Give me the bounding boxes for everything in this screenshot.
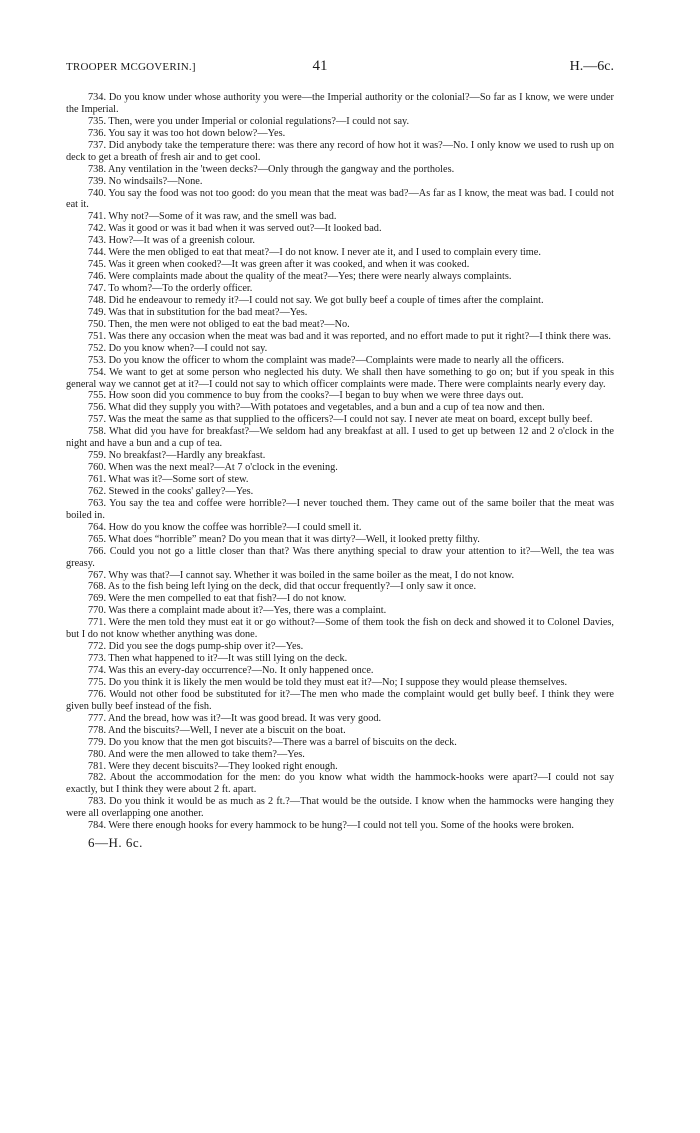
question-paragraph: 755. How soon did you commence to buy from the cooks?—I began to buy when we were three days out. — [88, 390, 524, 402]
testimony-body — [66, 92, 614, 832]
question-paragraph: 784. Were there enough hooks for every hammock to be hung?—I could not tell you. Some of the hooks were broken. — [88, 820, 574, 832]
question-paragraph: 774. Was this an every-day occurrence?—No. It only happened once. — [88, 665, 374, 676]
question-paragraph: 771. Were the men told they must eat it or go without?—Some of them took the fish on deck and showed it to Colonel Davies, but I do not know whether anything was done. — [66, 617, 614, 641]
question-paragraph: 744. Were the men obliged to eat that meat?—I do not know. I never ate it, and I used to complain every time. — [88, 247, 541, 259]
question-paragraph: 750. Then, the men were not obliged to eat the bad meat?—No. — [88, 318, 350, 330]
question-paragraph: 735. Then, were you under Imperial or colonial regulations?—I could not say. — [88, 115, 410, 127]
question-paragraph: 772. Did you see the dogs pump-ship over it?—Yes. — [88, 641, 304, 653]
question-paragraph: 754. We want to get at some person who neglected his duty. We shall then have something to go on; but if you speak in this general way we cannot get at it?—I could not say to which officer complaints were made. There were complaints nearly every day. — [66, 366, 614, 390]
question-paragraph: 743. How?—It was of a greenish colour. — [88, 235, 255, 247]
question-paragraph: 762. Stewed in the cooks' galley?—Yes. — [88, 485, 254, 497]
question-paragraph: 780. And were the men allowed to take them?—Yes. — [88, 748, 305, 760]
question-paragraph: 741. Why not?—Some of it was raw, and the smell was bad. — [88, 211, 337, 223]
question-paragraph: 777. And the bread, how was it?—It was good bread. It was very good. — [88, 712, 382, 724]
question-paragraph: 740. You say the food was not too good: do you mean that the meat was bad?—As far as I know, the meat was bad. I could not eat it. — [66, 187, 614, 211]
question-paragraph: 747. To whom?—To the orderly officer. — [88, 283, 253, 294]
question-paragraph: 737. Did anybody take the temperature there: was there any record of how hot it was?—No. I only know we used to rush up on deck to get a breath of fresh air and to get cool. — [66, 139, 614, 163]
paper-reference: H.—6c. — [569, 59, 614, 74]
question-paragraph: 769. Were the men compelled to eat that fish?—I do not know. — [88, 593, 347, 605]
question-paragraph: 770. Was there a complaint made about it?—Yes, there was a complaint. — [88, 605, 387, 617]
question-paragraph: 736. You say it was too hot down below?—Yes. — [88, 127, 286, 139]
question-paragraph: 756. What did they supply you with?—With potatoes and vegetables, and a bun and a cup of tea now and then. — [88, 402, 545, 414]
question-paragraph: 782. About the accommodation for the men: do you know what width the hammock-hooks were apart?—I could not say exactly, but I think they were about 2 ft. apart. — [66, 772, 614, 796]
question-paragraph: 766. Could you not go a little closer than that? Was there anything special to draw your attention to it?—Well, the tea was greasy. — [66, 545, 614, 569]
question-paragraph: 739. No windsails?—None. — [88, 175, 203, 187]
question-paragraph: 764. How do you know the coffee was horrible?—I could smell it. — [88, 521, 362, 533]
question-paragraph: 745. Was it green when cooked?—It was green after it was cooked, and when it was cooked. — [88, 259, 470, 271]
question-paragraph: 752. Do you know when?—I could not say. — [88, 342, 268, 354]
question-paragraph: 734. Do you know under whose authority you were—the Imperial authority or the colonial?—So far as I know, we were under the Imperial. — [66, 92, 614, 115]
question-paragraph: 751. Was there any occasion when the meat was bad and it was reported, and no effort made to put it right?—I think there was. — [88, 330, 611, 342]
question-paragraph: 765. What does “horrible” mean? Do you mean that it was dirty?—Well, it looked pretty filthy. — [88, 533, 480, 545]
page-header — [66, 58, 614, 82]
question-paragraph: 783. Do you think it would be as much as 2 ft.?—That would be the outside. I know when the hammocks were hanging they were all overlapping one another. — [66, 796, 614, 820]
question-paragraph: 753. Do you know the officer to whom the complaint was made?—Complaints were made to nearly all the officers. — [88, 354, 565, 366]
question-paragraph: 776. Would not other food be substituted for it?—The men who made the complaint would get bully beef. I think they were given bully beef instead of the fish. — [66, 688, 614, 712]
question-paragraph: 773. Then what happened to it?—It was still lying on the deck. — [88, 653, 348, 665]
question-paragraph: 768. As to the fish being left lying on the deck, did that occur frequently?—I only saw it once. — [88, 581, 477, 593]
question-paragraph: 761. What was it?—Some sort of stew. — [88, 474, 249, 485]
question-paragraph: 775. Do you think it is likely the men would be told they must eat it?—No; I suppose they would please themselves. — [88, 676, 568, 688]
question-paragraph: 778. And the biscuits?—Well, I never ate a biscuit on the boat. — [88, 724, 346, 736]
running-head: TROOPER MCGOVERIN.] — [66, 61, 196, 73]
signature-mark: 6—H. 6c. — [88, 835, 143, 851]
question-paragraph: 749. Was that in substitution for the bad meat?—Yes. — [88, 306, 308, 318]
question-paragraph: 760. When was the next meal?—At 7 o'clock in the evening. — [88, 462, 338, 474]
question-paragraph: 767. Why was that?—I cannot say. Whether it was boiled in the same boiler as the meat, I do not know. — [88, 569, 515, 581]
question-paragraph: 738. Any ventilation in the 'tween decks?—Only through the gangway and the portholes. — [88, 163, 455, 175]
question-paragraph: 779. Do you know that the men got biscuits?—There was a barrel of biscuits on the deck. — [88, 736, 457, 748]
page-number: 41 — [312, 58, 328, 74]
question-paragraph: 748. Did he endeavour to remedy it?—I could not say. We got bully beef a couple of times after the complaint. — [88, 294, 544, 306]
question-paragraph: 763. You say the tea and coffee were horrible?—I never touched them. They came out of the same boiler that the meat was boiled in. — [66, 497, 614, 521]
question-paragraph: 746. Were complaints made about the quality of the meat?—Yes; there were nearly always complaints. — [88, 271, 512, 283]
question-paragraph: 781. Were they decent biscuits?—They looked right enough. — [88, 760, 338, 772]
question-paragraph: 742. Was it good or was it bad when it was served out?—It looked bad. — [88, 223, 382, 235]
question-paragraph: 758. What did you have for breakfast?—We seldom had any breakfast at all. I used to get up between 12 and 2 o'clock in the night and have a bun and a cup of tea. — [66, 426, 614, 450]
question-paragraph: 759. No breakfast?—Hardly any breakfast. — [88, 450, 266, 462]
question-paragraph: 757. Was the meat the same as that supplied to the officers?—I could not say. I never ate meat on board, except bully beef. — [88, 414, 593, 426]
